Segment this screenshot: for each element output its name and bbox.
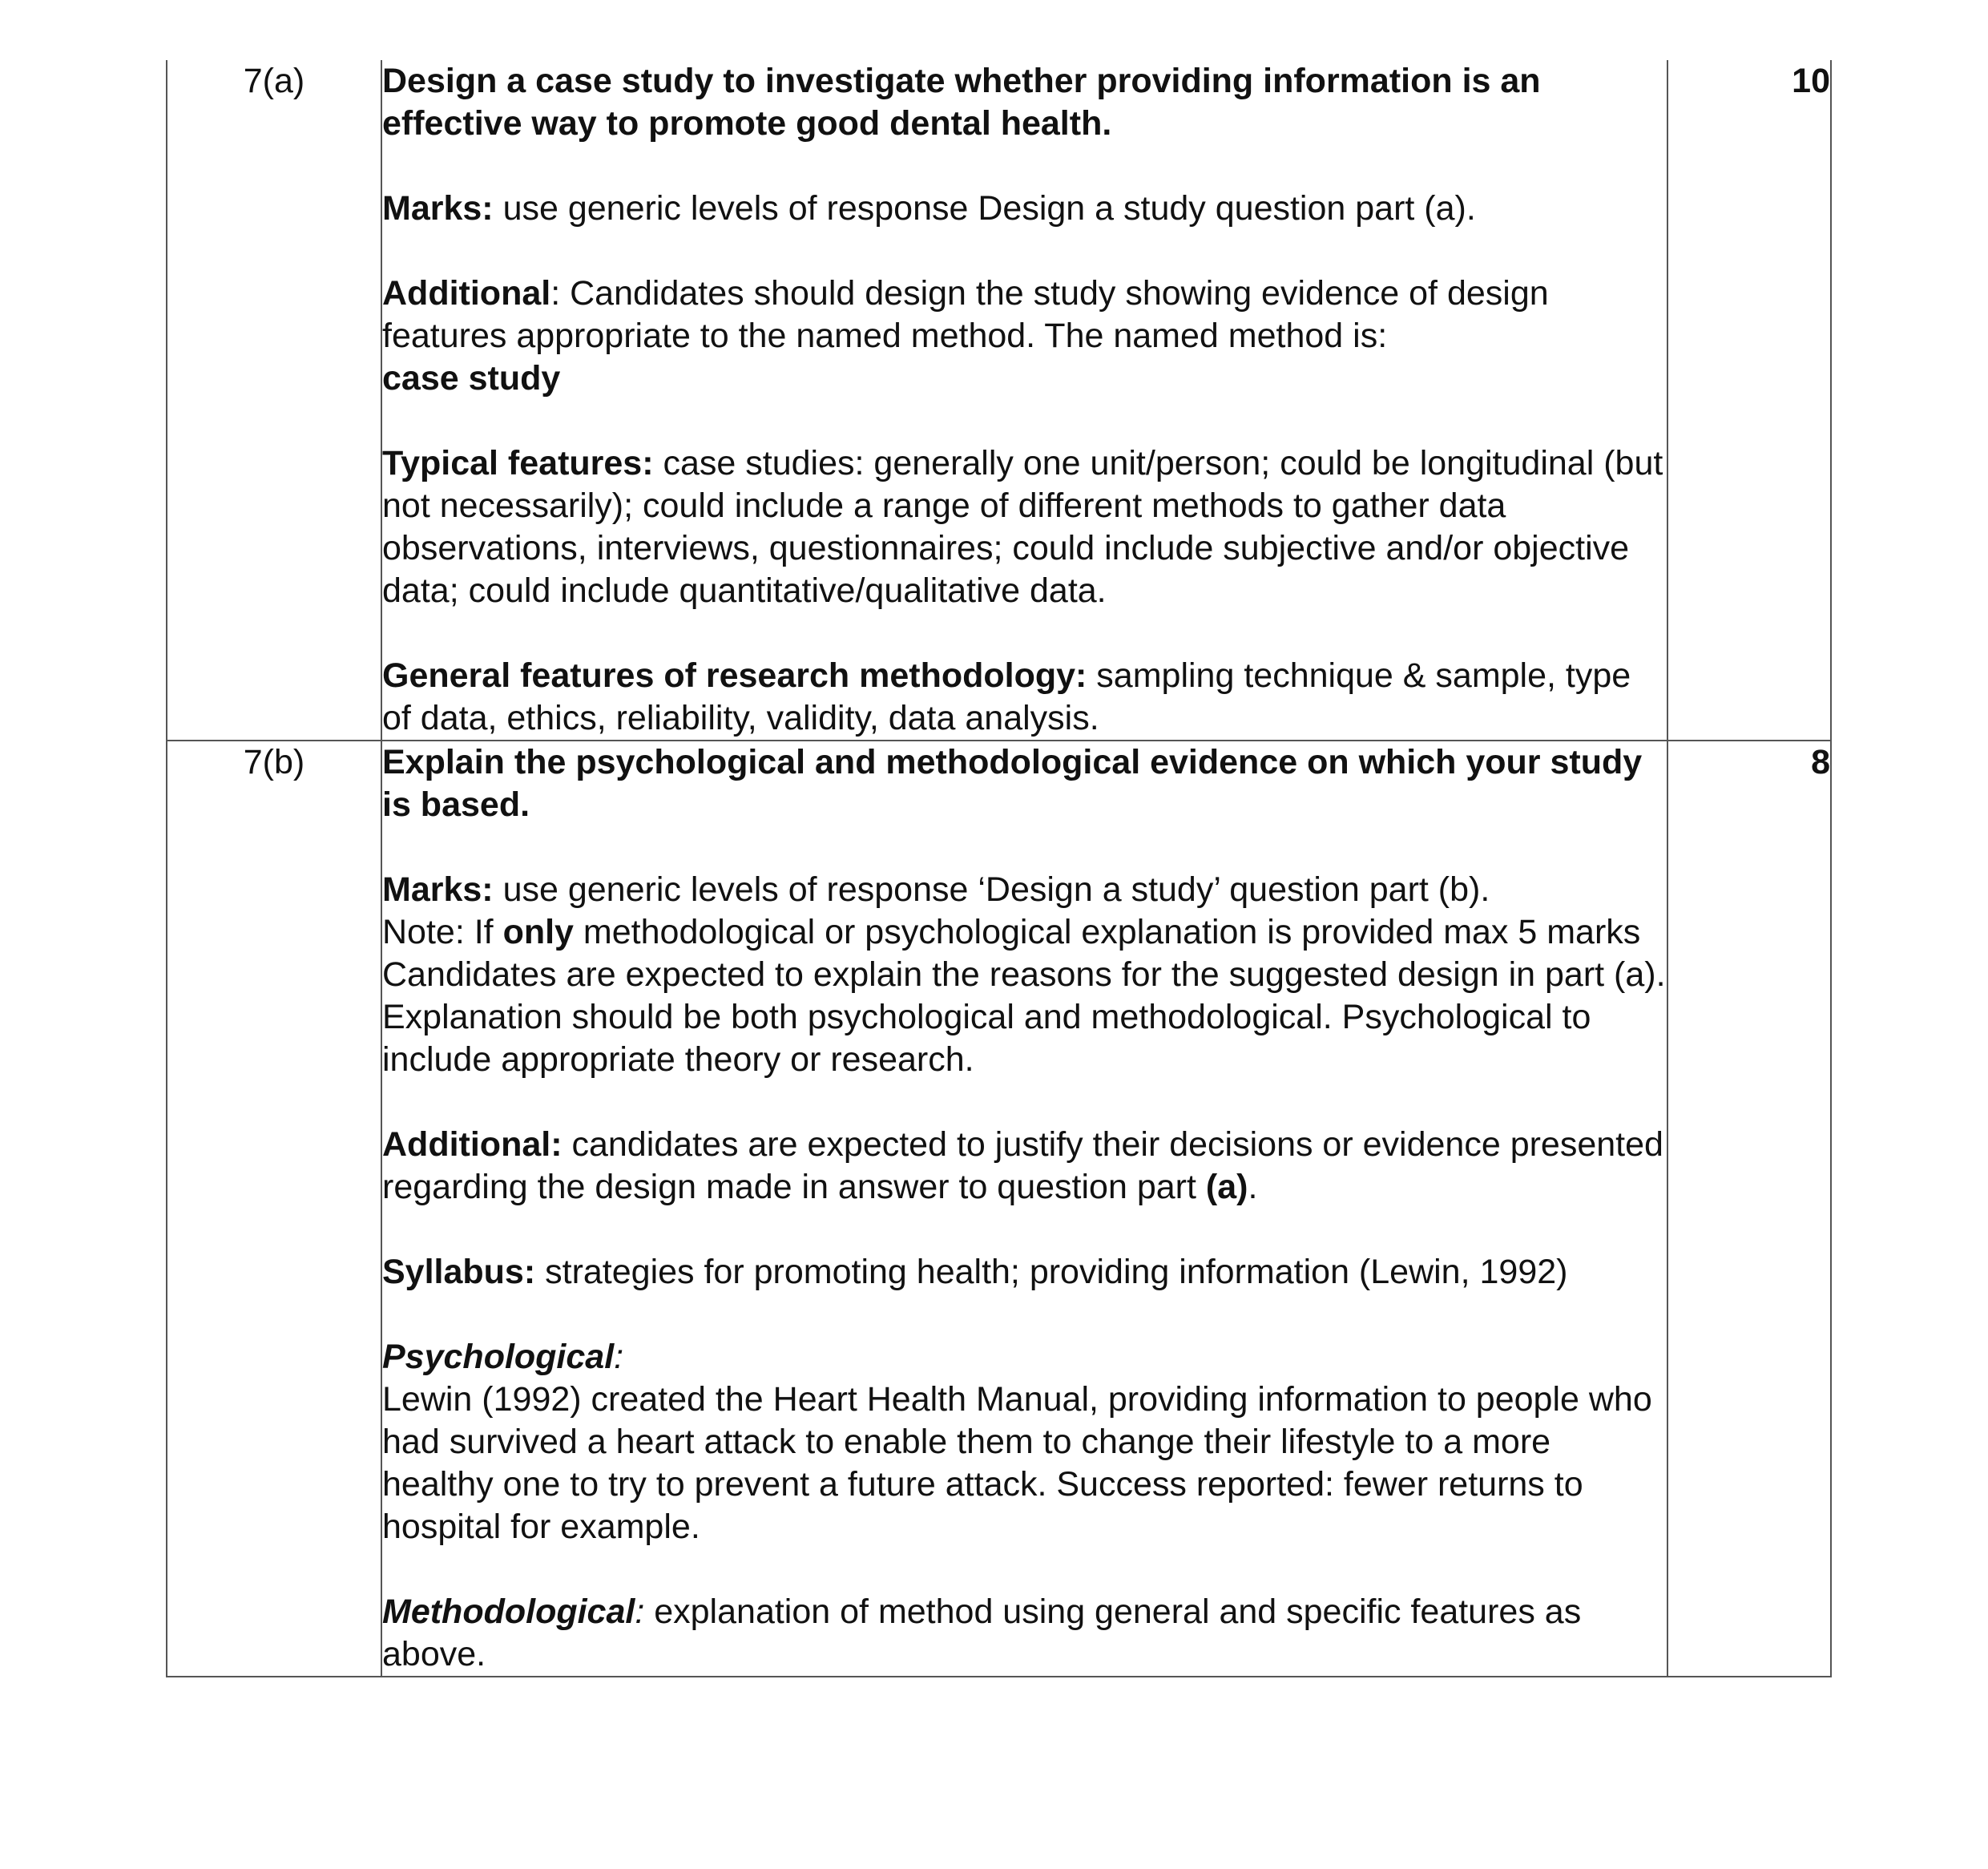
marks-text: use generic levels of response Design a study question part (a).: [493, 189, 1476, 228]
additional-guidance: [382, 272, 1667, 357]
additional-label: Additional:: [382, 1125, 563, 1164]
question-number: 7(b): [167, 741, 381, 1677]
syllabus-text: strategies for promoting health; providing information (Lewin, 1992): [535, 1253, 1568, 1291]
syllabus-label: Syllabus:: [382, 1253, 536, 1291]
general-features: [382, 655, 1667, 740]
marks-guidance: [382, 869, 1667, 911]
marks-available: 8: [1667, 741, 1831, 1677]
additional-end: .: [1248, 1168, 1258, 1206]
marks-label: Marks:: [382, 189, 494, 228]
table-row: [167, 60, 1831, 741]
marks-available: 10: [1667, 60, 1831, 741]
additional-text: : Candidates should design the study showing evidence of design features appropriate to the named method. The named method is:: [382, 274, 1549, 355]
candidates-text: Candidates are expected to explain the reasons for the suggested design in part (a). Explanation should be both psychological and methodological. Psychological to include appropriate theory or research.: [382, 955, 1666, 1079]
answer-cell: [381, 741, 1667, 1677]
syllabus: [382, 1251, 1667, 1294]
note-post: methodological or psychological explanation is provided max 5 marks: [573, 913, 1641, 951]
typical-features: [382, 442, 1667, 612]
additional-part: (a): [1205, 1168, 1248, 1206]
psychological-colon: :: [614, 1338, 624, 1376]
question-number: 7(a): [167, 60, 381, 741]
psychological-heading: [382, 1336, 1667, 1379]
answer-cell: [381, 60, 1667, 741]
general-text: sampling technique & sample, type of data, ethics, reliability, validity, data analysis.: [382, 656, 1631, 737]
additional-guidance: [382, 1124, 1667, 1209]
question-text: Design a case study to investigate whether providing information is an effective way to promote good dental health.: [382, 62, 1541, 143]
marks-guidance: [382, 188, 1667, 230]
note-pre: Note: If: [382, 913, 503, 951]
typical-label: Typical features:: [382, 444, 654, 482]
methodological-label: Methodological: [382, 1592, 635, 1631]
named-method: case study: [382, 359, 561, 398]
marks-text: use generic levels of response ‘Design a study’ question part (b).: [493, 870, 1490, 909]
psychological-label: Psychological: [382, 1338, 615, 1376]
psychological-text: Lewin (1992) created the Heart Health Manual, providing information to people who had survived a heart attack to enable them to change their lifestyle to a more healthy one to try to prevent a future attack. Success reported: fewer returns to hospital for example.: [382, 1380, 1652, 1546]
additional-label: Additional: [382, 274, 551, 313]
methodological: [382, 1591, 1667, 1676]
methodological-colon: :: [635, 1592, 645, 1631]
question-text: Explain the psychological and methodological evidence on which your study is based.: [382, 743, 1643, 824]
general-label: General features of research methodology:: [382, 656, 1087, 695]
note-text: [382, 911, 1667, 954]
mark-scheme-table: [166, 60, 1832, 1677]
additional-text: candidates are expected to justify their decisions or evidence presented regarding the design made in answer to question part: [382, 1125, 1663, 1206]
typical-text: case studies: generally one unit/person; could be longitudinal (but not necessarily); could include a range of different methods to gather data observations, interviews, questionnaires; could include subjective and/or objective data; could include quantitative/qualitative data.: [382, 444, 1663, 610]
methodological-text: explanation of method using general and specific features as above.: [382, 1592, 1582, 1673]
note-bold: only: [502, 913, 574, 951]
marks-label: Marks:: [382, 870, 494, 909]
table-row: [167, 741, 1831, 1677]
